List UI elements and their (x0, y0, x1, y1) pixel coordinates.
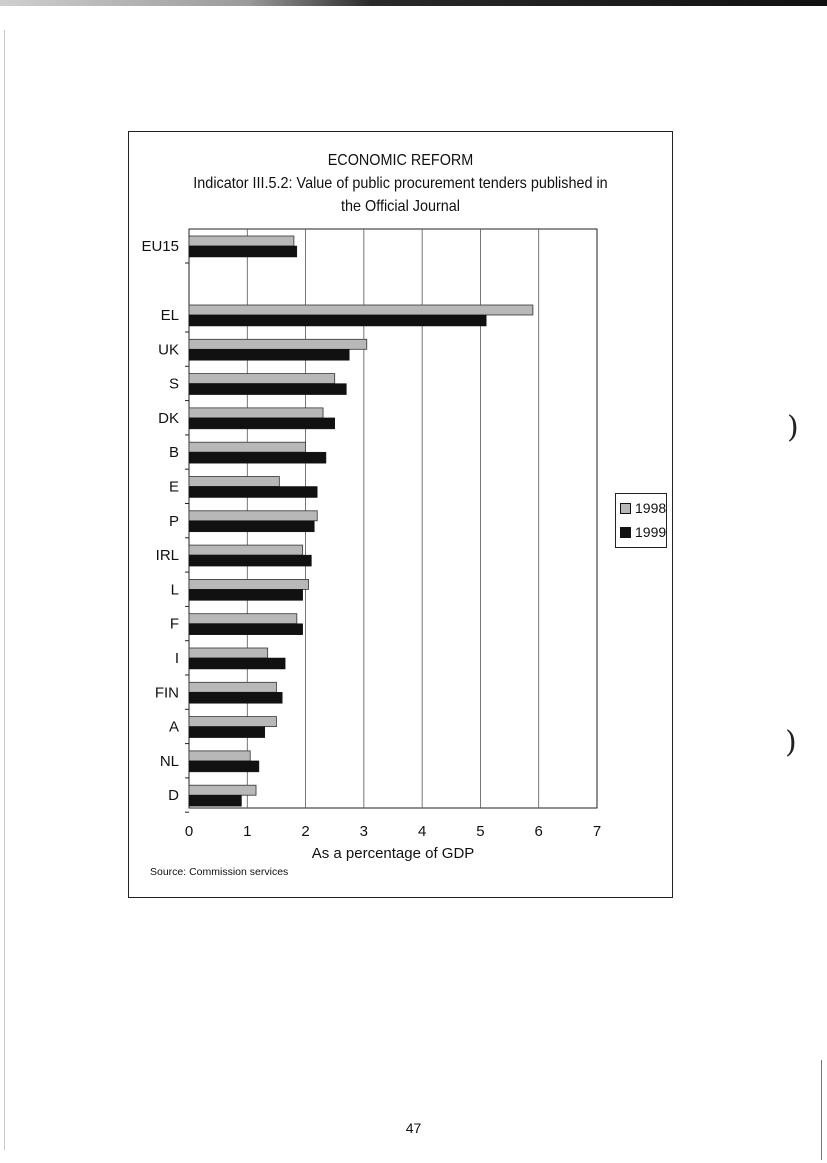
y-category-label: EU15 (141, 238, 179, 255)
chart-legend (615, 493, 667, 548)
legend-swatch-1998 (620, 503, 631, 514)
bar-1999 (189, 761, 259, 772)
bar-1999 (189, 452, 326, 463)
bar-1999 (189, 487, 317, 498)
x-tick-label: 4 (417, 823, 427, 840)
bar-1999 (189, 246, 297, 257)
x-tick-label: 7 (592, 823, 602, 840)
y-category-label: IRL (155, 547, 179, 565)
bar-1998 (189, 477, 279, 487)
y-category-label: F (169, 615, 179, 633)
bar-1999 (189, 658, 285, 669)
y-category-label: EL (160, 307, 179, 324)
y-category-label: FIN (154, 684, 179, 702)
y-category-label: NL (159, 752, 179, 770)
bar-1998 (189, 614, 297, 624)
chart-title: ECONOMIC REFORM (327, 152, 474, 169)
bar-1998 (189, 305, 533, 315)
bar-1999 (189, 555, 311, 566)
x-axis-label: As a percentage of GDP (311, 845, 475, 862)
bar-1998 (189, 511, 317, 521)
bar-1998 (189, 442, 306, 452)
bar-1998 (189, 579, 308, 589)
x-tick-label: 6 (534, 823, 543, 840)
bar-1999 (189, 589, 303, 600)
legend-label-1999: 1999 (635, 524, 667, 540)
bar-1999 (189, 521, 314, 532)
bar-1999 (189, 349, 349, 360)
bar-1998 (189, 648, 268, 658)
legend-label-1998: 1998 (635, 500, 667, 516)
y-category-label: DK (158, 409, 179, 427)
source-note: Source: Commission services (150, 866, 289, 878)
y-category-label: E (168, 478, 179, 496)
x-tick-label: 3 (359, 823, 369, 840)
legend-item-1998 (620, 500, 666, 516)
y-category-label: B (168, 444, 179, 462)
bar-1999 (189, 384, 346, 395)
bar-1999 (189, 315, 486, 326)
y-category-label: UK (158, 341, 179, 359)
bar-1999 (189, 418, 335, 429)
bar-1998 (189, 785, 256, 795)
bar-1998 (189, 751, 250, 761)
legend-item-1999 (620, 524, 666, 540)
y-category-label: P (168, 512, 179, 530)
bar-1999 (189, 692, 282, 703)
y-category-label: S (168, 375, 179, 393)
bar-1999 (189, 795, 241, 806)
bar-1999 (189, 624, 303, 635)
bar-1998 (189, 339, 367, 349)
bar-1998 (189, 374, 335, 384)
bar-1999 (189, 727, 265, 738)
bar-1998 (189, 717, 276, 727)
y-category-label: I (174, 650, 179, 667)
chart-subtitle: Indicator III.5.2: Value of public procurement tenders published in (193, 175, 608, 192)
legend-swatch-1999 (620, 527, 631, 538)
x-tick-label: 0 (184, 823, 194, 840)
bar-1998 (189, 236, 294, 246)
bar-1998 (189, 682, 276, 692)
y-category-label: D (168, 787, 179, 805)
bar-1998 (189, 408, 323, 418)
y-category-label: A (168, 718, 179, 736)
x-tick-label: 2 (301, 823, 310, 840)
scan-mark: ) (785, 725, 797, 760)
chart-subtitle-continued: the Official Journal (341, 198, 460, 215)
y-category-label: L (170, 581, 179, 599)
scan-mark: ) (787, 410, 799, 445)
bar-1998 (189, 545, 303, 555)
x-tick-label: 5 (476, 823, 485, 840)
page-number: 47 (405, 1120, 422, 1136)
x-tick-label: 1 (243, 823, 252, 840)
